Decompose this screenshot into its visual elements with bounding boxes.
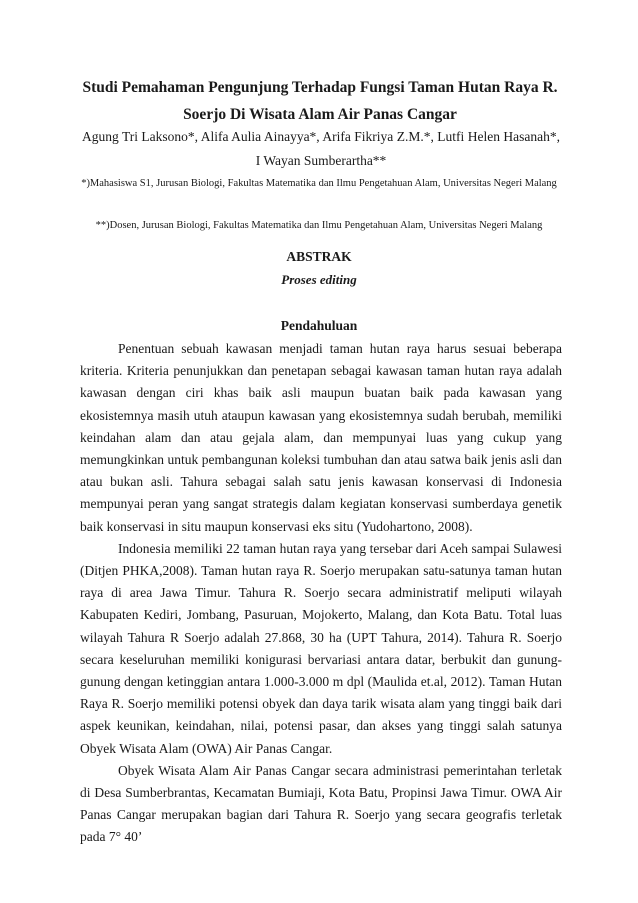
paragraph: Penentuan sebuah kawasan menjadi taman hutan raya harus sesuai beberapa kriteria. Kriteria penunjukkan dan penetapan sebagai kawasan taman hutan raya adalah kawasan dengan ciri khas baik asli maupun buatan baik pada kawasan yang ekosistemnya masih utuh ataupun kawasan yang ekosistemnya sudah berubah, memiliki keindahan alam dan atau gejala alam, dan mempunyai luas yang cukup yang memungkinkan untuk pembangunan koleksi tumbuhan dan atau satwa baik jenis asli dan atau bukan asli. Tahura sebagai salah satu jenis kawasan konservasi di Indonesia mempunyai peran yang sangat strategis dalam kegiatan konservasi sumberdaya genetik baik konservasi in situ maupun konservasi eks situ (Yudohartono, 2008). — [80, 341, 562, 534]
introduction-body — [80, 338, 562, 849]
paragraph: Obyek Wisata Alam Air Panas Cangar secara administrasi pemerintahan terletak di Desa Sumberbrantas, Kecamatan Bumiaji, Kota Batu, Propinsi Jawa Timur. OWA Air Panas Cangar merupakan bagian dari Tahura R. Soerjo yang secara geografis terletak pada 7° 40’ — [80, 762, 562, 845]
paper-title: Studi Pemahaman Pengunjung Terhadap Fungsi Taman Hutan Raya R. Soerjo Di Wisata Alam Air Panas Cangar — [82, 79, 558, 123]
paragraph: Indonesia memiliki 22 taman hutan raya yang tersebar dari Aceh sampai Sulawesi (Ditjen PHKA,2008). Taman hutan raya R. Soerjo merupakan satu-satunya taman hutan raya di area Jawa Timur. Tahura R. Soerjo secara administratif meliputi wilayah Kabupaten Kediri, Jombang, Pasuruan, Mojokerto, Malang, dan Kota Batu. Total luas wilayah Tahura R Soerjo adalah 27.868, 30 ha (UPT Tahura, 2014). Tahura R. Soerjo secara keseluruhan memiliki konigurasi bervariasi antara datar, berbukit dan gunung-gunung dengan ketinggian antara 1.000-3.000 m dpl (Maulida et.al, 2012). Taman Hutan Raya R. Soerjo memiliki potensi obyek dan daya tarik wisata alam yang tinggi baik dari aspek keunikan, keindahan, nilai, potensi pasar, dan akses yang tinggi salah satunya Obyek Wisata Alam (OWA) Air Panas Cangar. — [80, 540, 562, 756]
abstract-body: Proses editing — [281, 272, 357, 287]
affiliation-lecturer: **)Dosen, Jurusan Biologi, Fakultas Matematika dan Ilmu Pengetahuan Alam, Universitas Negeri Malang — [95, 220, 543, 231]
author-list: Agung Tri Laksono*, Alifa Aulia Ainayya*, Arifa Fikriya Z.M.*, Lutfi Helen Hasanah*, I Wayan Sumberartha** — [82, 129, 560, 168]
affiliation-students: *)Mahasiswa S1, Jurusan Biologi, Fakultas Matematika dan Ilmu Pengetahuan Alam, Universitas Negeri Malang — [81, 178, 557, 189]
abstract-heading: ABSTRAK — [286, 249, 352, 264]
section-heading-introduction: Pendahuluan — [280, 318, 358, 333]
